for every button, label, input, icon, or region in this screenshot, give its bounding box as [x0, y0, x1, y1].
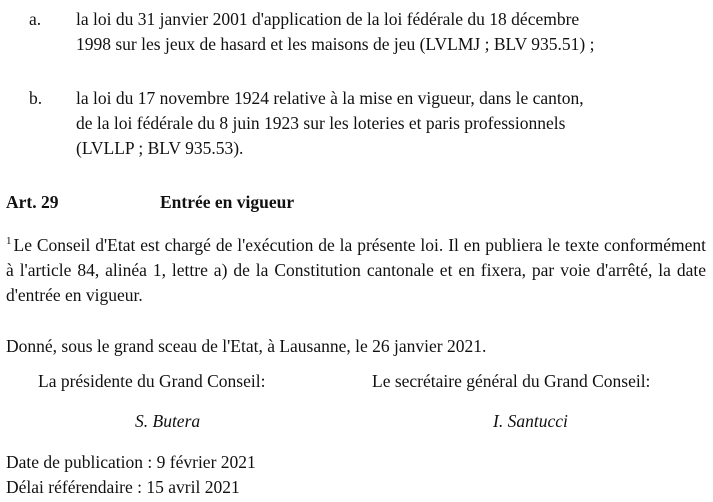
article-paragraph [6, 233, 706, 308]
signatory-right-role: Le secrétaire général du Grand Conseil: [372, 371, 651, 391]
signatory-left-role: La présidente du Grand Conseil: [38, 371, 266, 391]
publication-date: Date de publication : 9 février 2021 [6, 452, 256, 472]
given-statement: Donné, sous le grand sceau de l'Etat, à Lausanne, le 26 janvier 2021. [6, 336, 487, 356]
list-text-b: la loi du 17 novembre 1924 relative à la mise en vigueur, dans le canton, de la loi fédérale du 8 juin 1923 sur les loteries et paris professionnels (LVLLP ; BLV 935.53). [76, 88, 584, 158]
article-title: Entrée en vigueur [160, 192, 295, 212]
list-marker-a: a. [29, 9, 42, 29]
list-text-a: la loi du 31 janvier 2001 d'application de la loi fédérale du 18 décembre 1998 sur les jeux de hasard et les maisons de jeu (LVLMJ ; BLV 935.51) ; [76, 9, 595, 54]
list-marker-b: b. [29, 88, 43, 108]
paragraph-text: Le Conseil d'Etat est chargé de l'exécution de la présente loi. Il en publiera le texte conformément à l'article 84, alinéa 1, lettre a) de la Constitution cantonale et en fixera, par voie d'arrêté, la date d'entrée en vigueur. [6, 235, 706, 305]
referendum-deadline: Délai référendaire : 15 avril 2021 [6, 477, 240, 497]
signatory-right-name: I. Santucci [493, 411, 568, 431]
paragraph-number: 1 [6, 235, 12, 248]
signatory-left-name: S. Butera [135, 411, 201, 431]
article-number: Art. 29 [6, 192, 59, 212]
